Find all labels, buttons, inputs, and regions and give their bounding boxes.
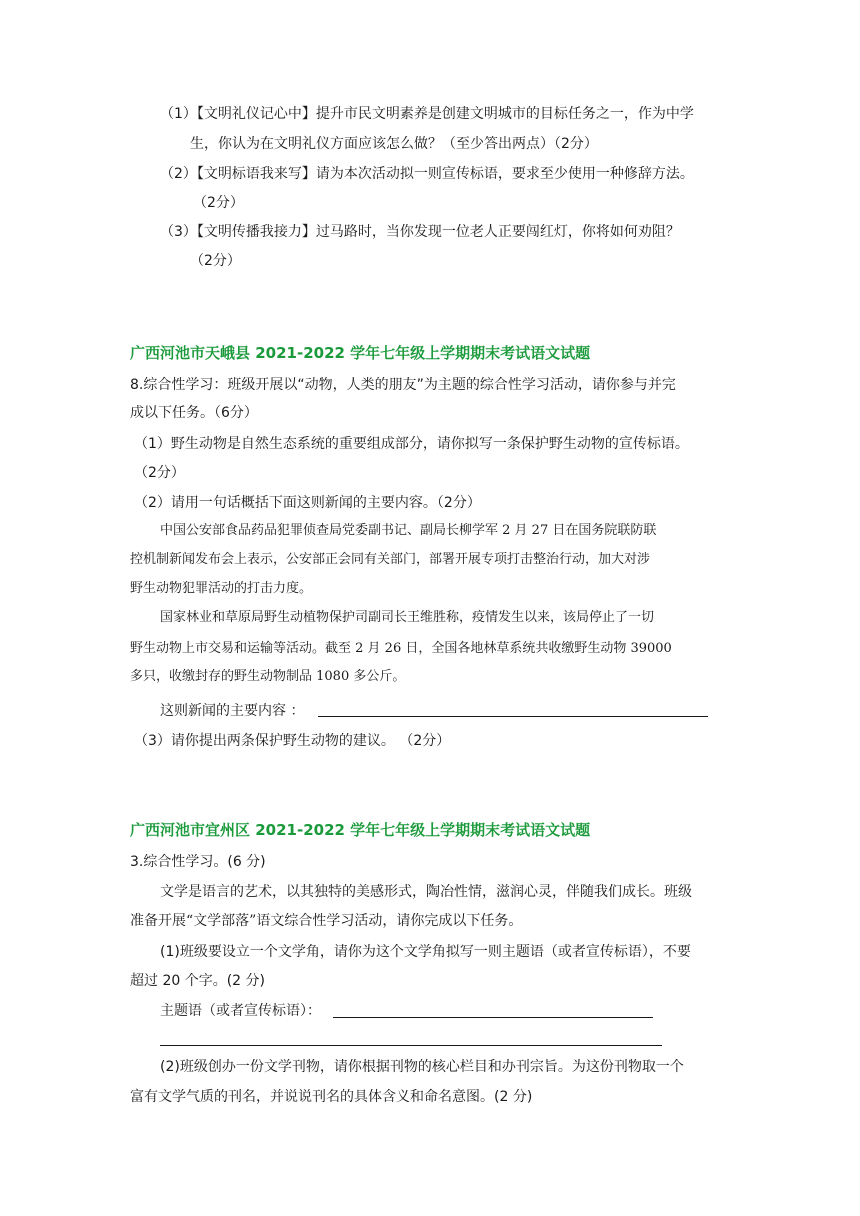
news-answer-label: 这则新闻的主要内容 ： (160, 703, 305, 719)
s1-q2-line2: （2分） (193, 195, 244, 211)
news-p2-line1: 国家林业和草原局野生动植物保护司副司长王维胜称，疫情发生以来，该局停止了一切 (160, 610, 655, 625)
s3-q1-line1: (1)班级要设立一个文学角，请你为这个文学角拟写一则主题语（或者宣传标语），不要 (160, 944, 691, 960)
s3-q2-line1: (2)班级创办一份文学刊物，请你根据刊物的核心栏目和办刊宗旨。为这份刊物取一个 (160, 1059, 684, 1075)
s2-intro-line2: 成以下任务。（6分） (130, 405, 258, 421)
section-title: 广西河池市宜州区 2021-2022 学年七年级上学期期末考试语文试题 (130, 821, 591, 839)
s3-q1-answer-label: 主题语（或者宣传标语）： (160, 1003, 321, 1019)
s1-q1-line2: 生，你认为在文明礼仪方面应该怎么做？（至少答出两点）（2分） (190, 136, 598, 152)
news-p1-line1: 中国公安部食品药品犯罪侦查局党委副书记、副局长柳学军 2 月 27 日在国务院联防联 (160, 523, 657, 538)
s2-q2: （2）请用一句话概括下面这则新闻的主要内容。（2分） (134, 495, 481, 511)
s1-q1-line1: （1）【文明礼仪记心中】提升市民文明素养是创建文明城市的目标任务之一，作为中学 (160, 106, 694, 122)
theme-answer-blank-1[interactable] (333, 1017, 653, 1018)
s3-q1-line2: 超过 20 个字。(2 分) (130, 973, 265, 989)
s2-intro-line1: 8.综合性学习：班级开展以“动物，人类的朋友”为主题的综合性学习活动，请你参与并完 (130, 377, 676, 393)
news-answer-blank[interactable] (318, 716, 708, 717)
news-p2-line2: 野生动物上市交易和运输等活动。截至 2 月 26 日，全国各地林草系统共收缴野生动物 39000 (130, 641, 672, 656)
s3-intro: 3.综合性学习。(6 分) (130, 854, 266, 870)
s3-q2-line2: 富有文学气质的刊名，并说说刊名的具体含义和命名意图。(2 分) (130, 1089, 533, 1105)
s1-q2-line1: （2）【文明标语我来写】请为本次活动拟一则宣传标语，要求至少使用一种修辞方法。 (160, 166, 694, 182)
s2-q3: （3）请你提出两条保护野生动物的建议。 （2分） (134, 733, 451, 749)
s1-q3-line2: （2分） (190, 253, 241, 269)
news-p1-line3: 野生动物犯罪活动的打击力度。 (130, 581, 313, 596)
s3-para-line1: 文学是语言的艺术，以其独特的美感形式，陶冶性情，滋润心灵，伴随我们成长。班级 (160, 884, 692, 900)
theme-answer-blank-2[interactable] (160, 1045, 662, 1046)
s2-q1-line1: （1）野生动物是自然生态系统的重要组成部分，请你拟写一条保护野生动物的宣传标语。 (134, 436, 689, 452)
s3-para-line2: 准备开展“文学部落”语文综合性学习活动，请你完成以下任务。 (130, 913, 523, 929)
s1-q3-line1: （3）【文明传播我接力】过马路时，当你发现一位老人正要闯红灯，你将如何劝阻？ (160, 224, 680, 240)
section-title: 广西河池市天峨县 2021-2022 学年七年级上学期期末考试语文试题 (130, 344, 591, 362)
news-p1-line2: 控机制新闻发布会上表示，公安部正会同有关部门，部署开展专项打击整治行动，加大对涉 (130, 552, 651, 567)
news-p2-line3: 多只，收缴封存的野生动物制品 1080 多公斤。 (130, 669, 406, 684)
s2-q1-line2: （2分） (134, 465, 185, 481)
